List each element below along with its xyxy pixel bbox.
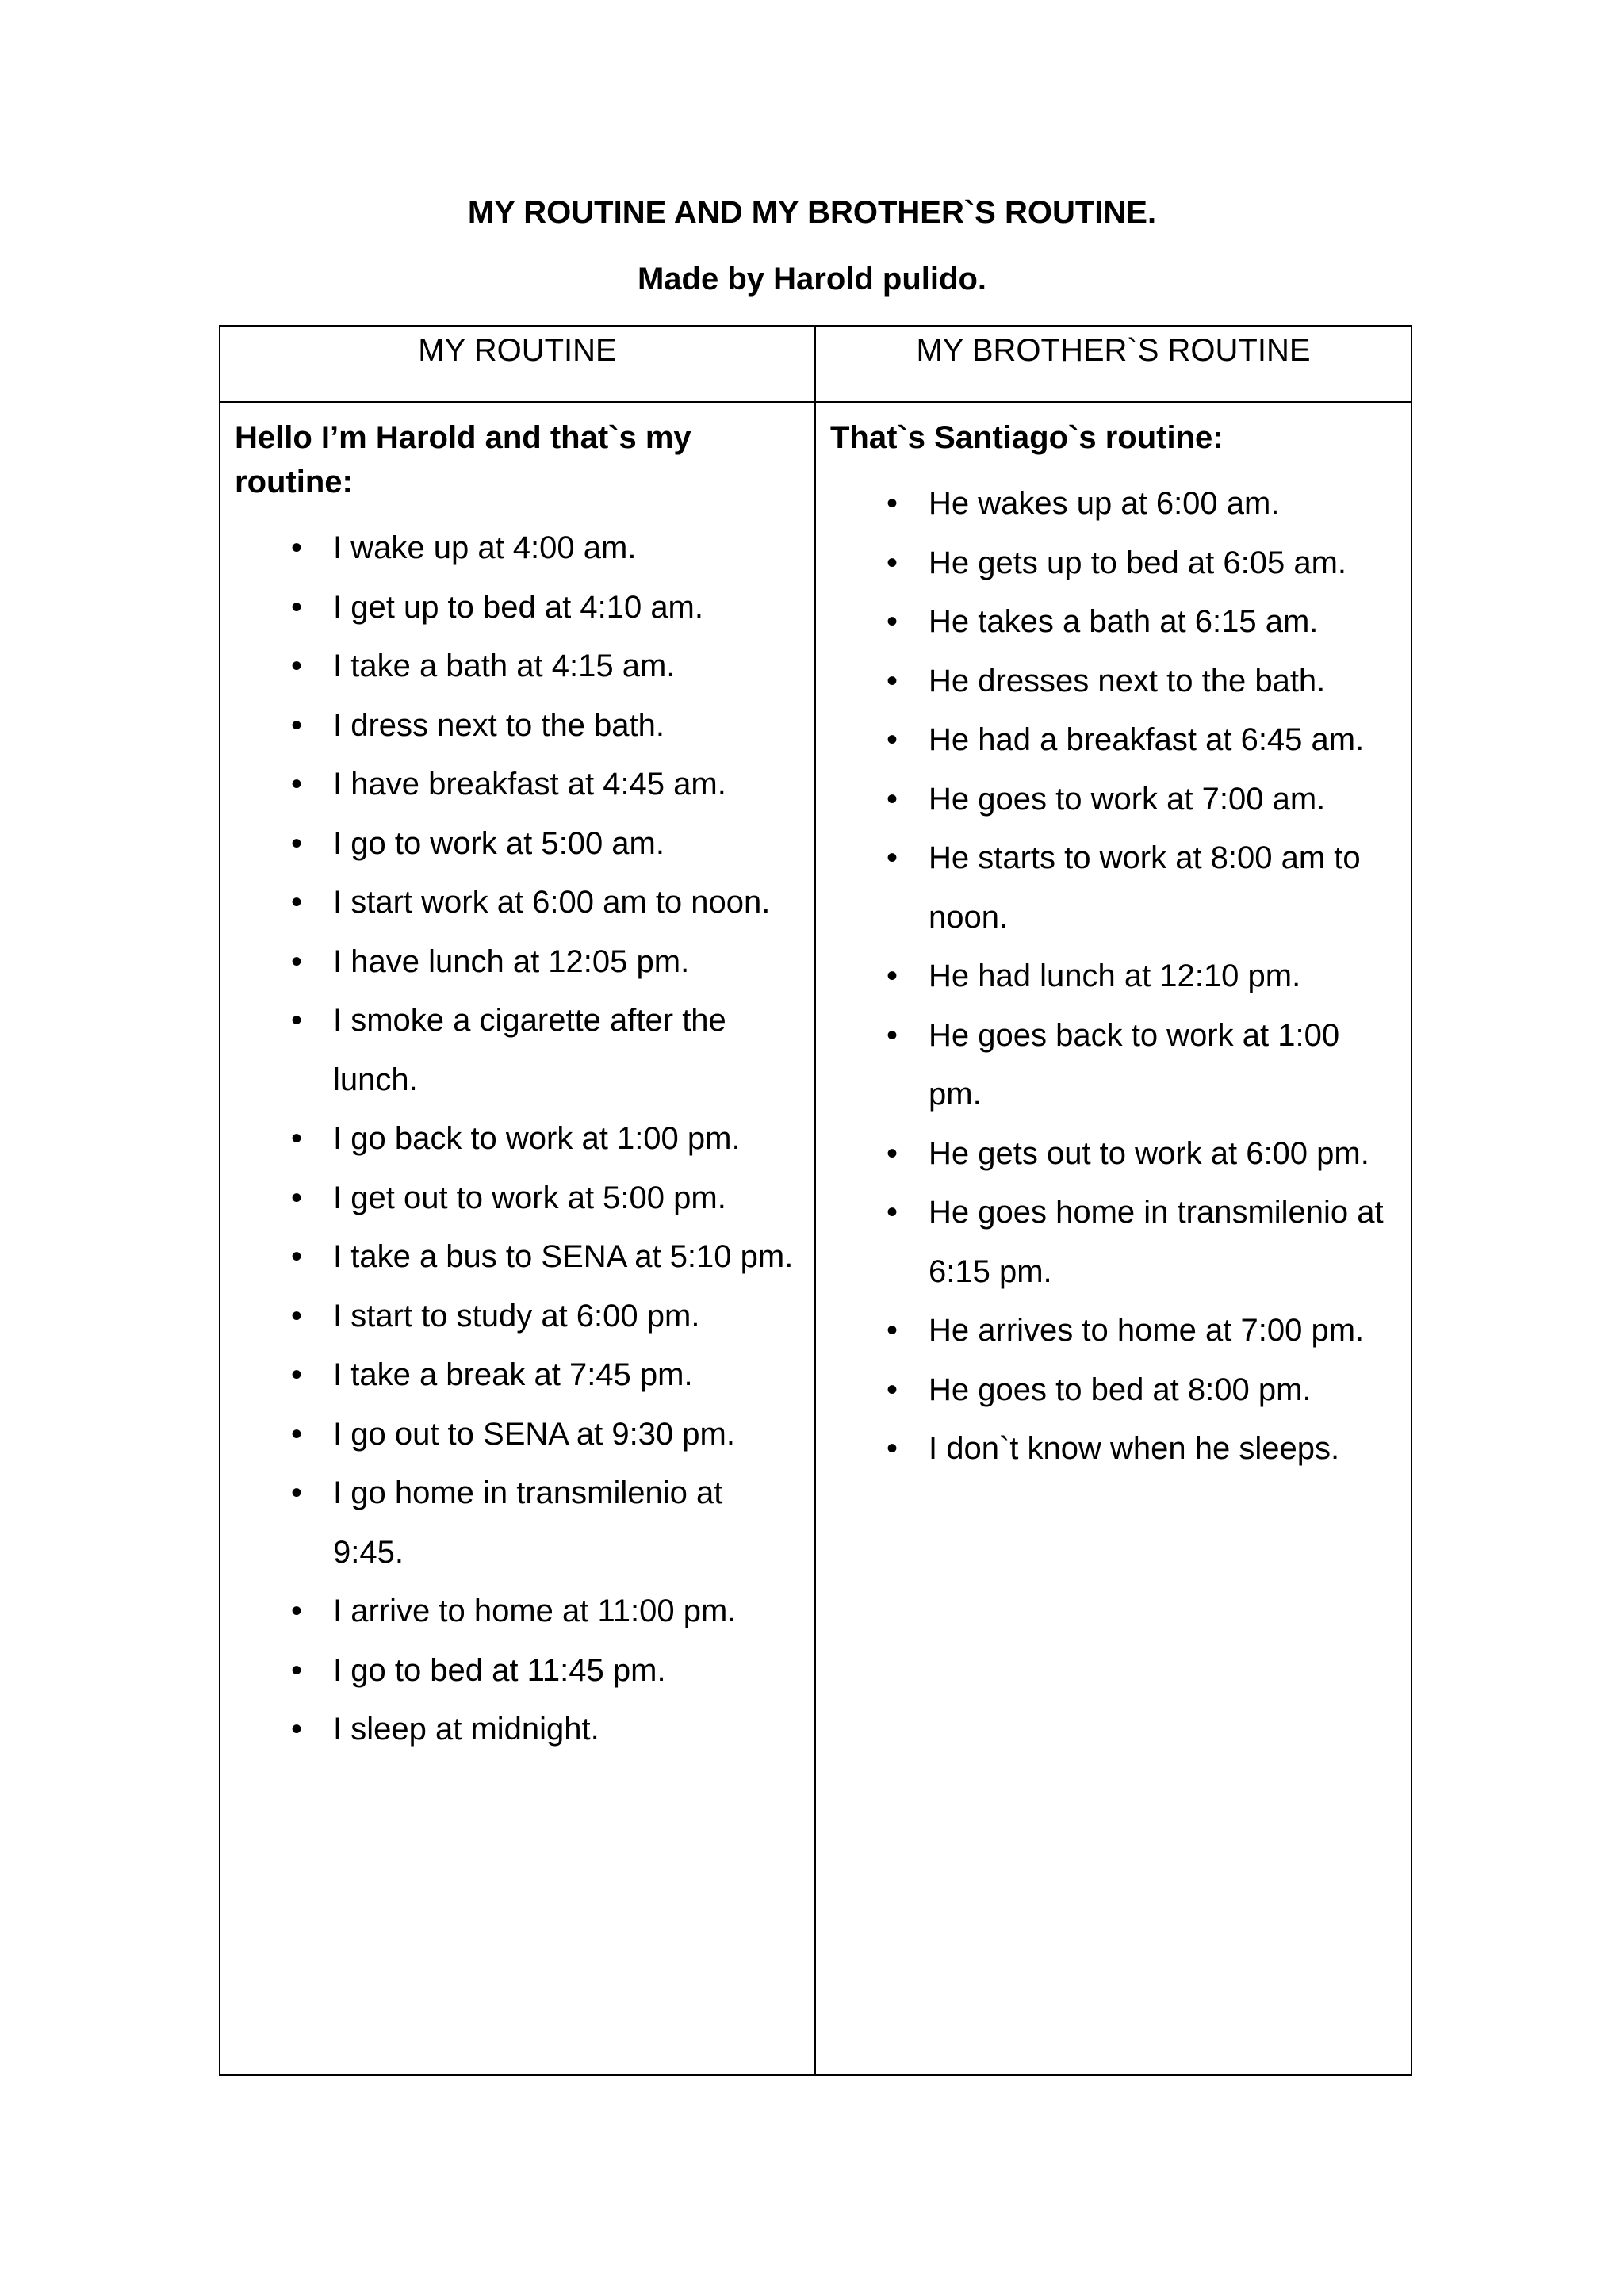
- list-item-text: He arrives to home at 7:00 pm.: [929, 1313, 1365, 1348]
- list-item: [235, 991, 800, 1109]
- bullet-icon: •: [886, 781, 898, 817]
- list-item-text: I start work at 6:00 am to noon.: [333, 885, 771, 920]
- bullet-icon: •: [886, 604, 898, 639]
- list-item: [235, 1405, 800, 1464]
- list-item: [235, 1582, 800, 1641]
- bullet-icon: •: [290, 943, 302, 979]
- list-item-text: He had lunch at 12:10 pm.: [929, 959, 1301, 993]
- list-item: [830, 770, 1396, 829]
- bullet-icon: •: [290, 1416, 302, 1452]
- bullet-icon: •: [886, 1313, 898, 1348]
- list-item-text: I take a bus to SENA at 5:10 pm.: [333, 1239, 794, 1274]
- list-item-text: He goes home in transmilenio at 6:15 pm.: [929, 1195, 1384, 1289]
- list-item: [235, 696, 800, 756]
- list-item: [830, 1183, 1396, 1301]
- list-item-text: I start to study at 6:00 pm.: [333, 1298, 700, 1334]
- list-item-text: I wake up at 4:00 am.: [333, 530, 637, 565]
- list-item: [235, 578, 800, 637]
- list-item: [830, 947, 1396, 1006]
- my-routine-cell: [220, 402, 815, 2075]
- header-brother-routine: MY BROTHER`S ROUTINE: [815, 326, 1411, 402]
- list-item-text: He dresses next to the bath.: [929, 663, 1326, 698]
- bullet-icon: •: [886, 1431, 898, 1466]
- brother-routine-cell: [815, 402, 1411, 2075]
- table-body-row: [220, 402, 1411, 2075]
- bullet-icon: •: [886, 545, 898, 580]
- bullet-icon: •: [886, 1017, 898, 1053]
- bullet-icon: •: [290, 707, 302, 743]
- list-item: [830, 474, 1396, 534]
- list-item: [235, 1109, 800, 1169]
- bullet-icon: •: [290, 1121, 302, 1156]
- list-item-text: I go back to work at 1:00 pm.: [333, 1121, 741, 1156]
- list-item: [830, 710, 1396, 770]
- bullet-icon: •: [290, 1652, 302, 1688]
- list-item: [830, 828, 1396, 947]
- brother-routine-intro: That`s Santiago`s routine:: [830, 420, 1224, 455]
- bullet-icon: •: [886, 663, 898, 698]
- list-item: [235, 1464, 800, 1582]
- bullet-icon: •: [290, 1298, 302, 1334]
- list-item-text: I go to bed at 11:45 pm.: [333, 1652, 666, 1688]
- routine-table: [219, 325, 1412, 2076]
- list-item-text: I go to work at 5:00 am.: [333, 825, 665, 861]
- list-item-text: I arrive to home at 11:00 pm.: [333, 1594, 737, 1628]
- list-item-text: He goes to work at 7:00 am.: [929, 781, 1326, 817]
- bullet-icon: •: [886, 722, 898, 757]
- list-item: [235, 1641, 800, 1701]
- brother-routine-list: [830, 474, 1396, 1479]
- bullet-icon: •: [886, 1372, 898, 1407]
- bullet-icon: •: [290, 1594, 302, 1628]
- list-item: [235, 755, 800, 814]
- bullet-icon: •: [290, 767, 302, 802]
- list-item: [235, 1227, 800, 1287]
- bullet-icon: •: [290, 1003, 302, 1038]
- bullet-icon: •: [290, 825, 302, 861]
- list-item-text: He goes back to work at 1:00 pm.: [929, 1017, 1340, 1112]
- list-item-text: He had a breakfast at 6:45 am.: [929, 722, 1365, 757]
- bullet-icon: •: [886, 840, 898, 875]
- list-item-text: I get out to work at 5:00 pm.: [333, 1180, 726, 1215]
- bullet-icon: •: [290, 1357, 302, 1392]
- bullet-icon: •: [290, 1712, 302, 1747]
- table-header-row: [220, 326, 1411, 402]
- list-item-text: He takes a bath at 6:15 am.: [929, 604, 1319, 639]
- list-item-text: He goes to bed at 8:00 pm.: [929, 1372, 1312, 1407]
- list-item-text: He wakes up at 6:00 am.: [929, 486, 1280, 521]
- list-item-text: I don`t know when he sleeps.: [929, 1431, 1340, 1466]
- list-item-text: I take a break at 7:45 pm.: [333, 1357, 693, 1392]
- list-item-text: He gets up to bed at 6:05 am.: [929, 545, 1347, 580]
- list-item-text: I have lunch at 12:05 pm.: [333, 943, 690, 979]
- list-item: [830, 534, 1396, 593]
- list-item-text: I smoke a cigarette after the lunch.: [333, 1003, 726, 1097]
- list-item: [235, 1169, 800, 1228]
- list-item: [235, 1287, 800, 1346]
- document-subtitle: Made by Harold pulido.: [637, 262, 987, 297]
- list-item-text: He starts to work at 8:00 am to noon.: [929, 840, 1361, 935]
- list-item: [830, 1360, 1396, 1420]
- list-item: [235, 873, 800, 932]
- bullet-icon: •: [290, 589, 302, 625]
- list-item: [235, 814, 800, 874]
- bullet-icon: •: [290, 1475, 302, 1510]
- list-item: [830, 592, 1396, 652]
- header-my-routine: MY ROUTINE: [220, 326, 815, 402]
- list-item: [235, 637, 800, 696]
- list-item: [235, 1345, 800, 1405]
- list-item-text: I go out to SENA at 9:30 pm.: [333, 1416, 735, 1452]
- bullet-icon: •: [886, 959, 898, 993]
- list-item-text: I have breakfast at 4:45 am.: [333, 767, 726, 802]
- bullet-icon: •: [886, 486, 898, 521]
- list-item: [235, 1700, 800, 1759]
- list-item-text: I get up to bed at 4:10 am.: [333, 589, 703, 625]
- list-item: [235, 932, 800, 992]
- my-routine-intro: Hello I’m Harold and that`s my routine:: [235, 420, 691, 499]
- bullet-icon: •: [290, 1180, 302, 1215]
- list-item: [830, 1419, 1396, 1479]
- bullet-icon: •: [290, 885, 302, 920]
- list-item-text: He gets out to work at 6:00 pm.: [929, 1135, 1369, 1171]
- bullet-icon: •: [290, 530, 302, 565]
- list-item-text: I sleep at midnight.: [333, 1712, 599, 1747]
- list-item: [235, 519, 800, 578]
- list-item: [830, 1006, 1396, 1124]
- bullet-icon: •: [290, 649, 302, 683]
- my-routine-list: [235, 519, 800, 1759]
- list-item-text: I dress next to the bath.: [333, 707, 665, 743]
- bullet-icon: •: [886, 1135, 898, 1171]
- bullet-icon: •: [886, 1195, 898, 1230]
- bullet-icon: •: [290, 1239, 302, 1274]
- list-item-text: I go home in transmilenio at 9:45.: [333, 1475, 723, 1570]
- list-item: [830, 652, 1396, 711]
- list-item: [830, 1301, 1396, 1360]
- document-title: MY ROUTINE AND MY BROTHER`S ROUTINE.: [467, 195, 1157, 230]
- list-item: [830, 1124, 1396, 1184]
- list-item-text: I take a bath at 4:15 am.: [333, 649, 676, 683]
